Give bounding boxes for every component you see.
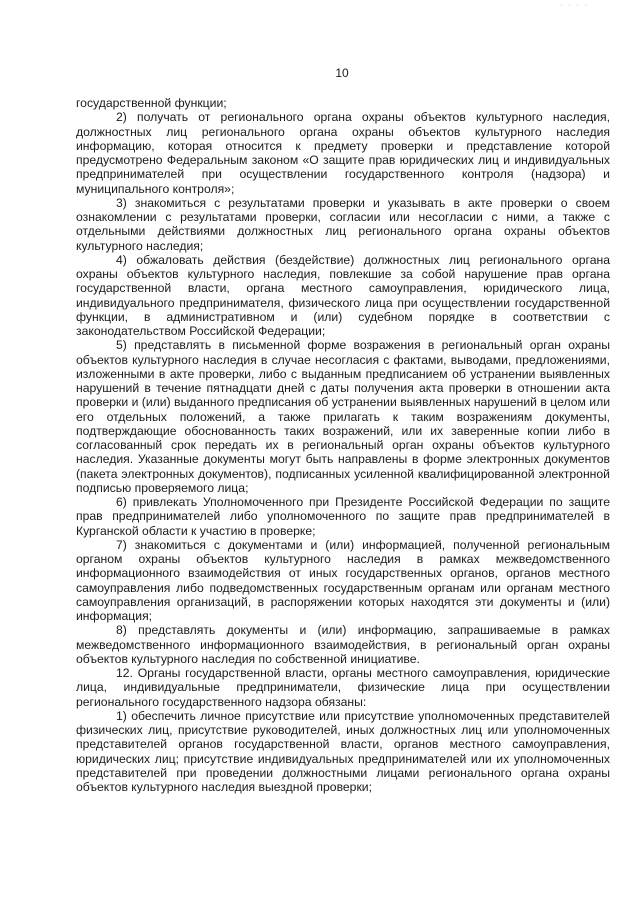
- paragraph-section-12: 12. Органы государственной власти, органы местного самоуправления, юридические лица, индивидуальные предприниматели, физические лица при осуществлении регионального государственного надзора обязаны:: [76, 666, 610, 709]
- paragraph-item-5: 5) представлять в письменной форме возражения в региональный орган охраны объектов культурного наследия в случае несогласия с фактами, выводами, предложениями, изложенными в акте проверки, либо с выданным предписанием об устранении выявленных нарушений в течение пятнадцати дней с даты получения акта проверки в отношении акта проверки и (или) выданного предписания об устранении выявленных нарушений в целом или его отдельных положений, а также прилагать к таким возражениям документы, подтверждающие обоснованность таких возражений, или их заверенные копии либо в согласованный срок передать их в региональный орган охраны объектов культурного наследия. Указанные документы могут быть направлены в форме электронных документов (пакета электронных документов), подписанных усиленной квалифицированной электронной подписью проверяемого лица;: [76, 338, 610, 495]
- paragraph-section-12-item-1: 1) обеспечить личное присутствие или присутствие уполномоченных представителей физических лиц, присутствие руководителей, иных должностных лиц или уполномоченных представителей органов государственной власти, органов местного самоуправления, юридических лиц; присутствие индивидуальных предпринимателей или их уполномоченных представителей при проведении должностными лицами регионального органа охраны объектов культурного наследия выездной проверки;: [76, 708, 610, 794]
- scan-marks: · · · ·: [560, 2, 590, 9]
- paragraph-item-7: 7) знакомиться с документами и (или) информацией, полученной региональным органом охраны объектов культурного наследия в рамках межведомственного информационного взаимодействия от иных государственных органов, органов местного самоуправления либо подведомственных государственным органам или органам местного самоуправления организаций, в распоряжении которых находятся эти документы и (или) информация;: [76, 537, 610, 623]
- paragraph-item-4: 4) обжаловать действия (бездействие) должностных лиц регионального органа охраны объектов культурного наследия, повлекшие за собой нарушение прав органа государственной власти, органа местного самоуправления, юридического лица, индивидуального предпринимателя, физического лица при осуществлении государственной функции, в административном и (или) судебном порядке в соответствии с законодательством Российской Федерации;: [76, 252, 610, 338]
- page-number: 10: [335, 66, 349, 80]
- paragraph-continuation: государственной функции;: [76, 96, 227, 110]
- paragraph-item-8: 8) представлять документы и (или) информацию, запрашиваемые в рамках межведомственного информационного взаимодействия, в региональный орган охраны объектов культурного наследия по собственной инициативе.: [76, 623, 610, 666]
- paragraph-item-2: 2) получать от регионального органа охраны объектов культурного наследия, должностных лиц регионального органа охраны объектов культурного наследия информацию, которая относится к предмету проверки и представление которой предусмотрено Федеральным законом «О защите прав юридических лиц и индивидуальных предпринимателей при осуществлении государственного контроля (надзора) и муниципального контроля»;: [76, 110, 610, 196]
- paragraph-item-3: 3) знакомиться с результатами проверки и указывать в акте проверки о своем ознакомлении с результатами проверки, согласии или несогласии с ними, а также с отдельными действиями должностных лиц регионального органа охраны объектов культурного наследия;: [76, 195, 610, 253]
- paragraph-item-6: 6) привлекать Уполномоченного при Президенте Российской Федерации по защите прав предпринимателей либо уполномоченного по защите прав предпринимателей в Курганской области к участию в проверке;: [76, 495, 610, 538]
- document-body: [76, 96, 610, 794]
